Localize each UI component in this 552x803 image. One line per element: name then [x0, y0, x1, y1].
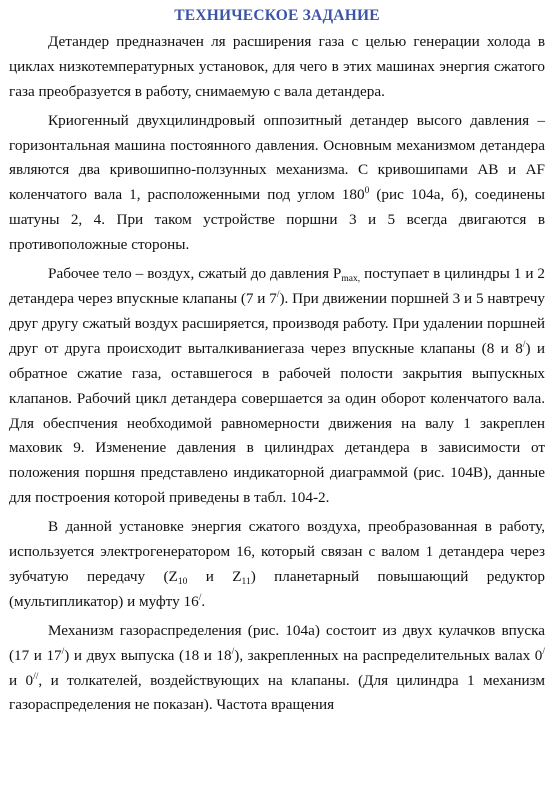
- text-run: и 0: [9, 671, 34, 689]
- superscript: /: [198, 592, 202, 603]
- text-run: поступает в цилиндры 1 и 2 детандера через впускные клапаны (7 и 7: [9, 265, 545, 307]
- text-run: ) и двух выпуска (18 и 18: [64, 646, 232, 664]
- paragraph-generator: [9, 515, 545, 615]
- text-run: Рабочее тело – воздух, сжатый до давления P: [48, 265, 342, 283]
- subscript: 11: [241, 576, 251, 587]
- text-run: и Z: [187, 567, 242, 585]
- document-title: ТЕХНИЧЕСКОЕ ЗАДАНИЕ: [174, 7, 380, 24]
- text-run: В данной установке энергия сжатого воздуха, преобразованная в работу, используется электрогенератором 16, который связан с валом 1 детандера через зубчатую передачу (Z: [9, 518, 545, 585]
- paragraph-purpose: [9, 30, 545, 105]
- superscript: //: [33, 671, 39, 682]
- paragraph-design: [9, 109, 545, 258]
- superscript: 0: [364, 186, 370, 197]
- text-run: .: [201, 592, 206, 610]
- text-run: ) и обратное сжатие газа, оставшегося в рабочей полости закрытия выпускных клапанов. Рабочий цикл детандера совершается за один оборот коленчатого вала. Для обеспчения необходимой равномерности движения на валу 1 закреплен маховик 9. Изменение давления в цилиндрах детандера в зависимости от положения поршня представлено индикаторной диаграммой (рис. 104В), данные для построения которой приведены в табл. 104-2.: [9, 339, 546, 507]
- superscript: /: [231, 646, 235, 657]
- paragraph-gas-distribution: [9, 619, 545, 719]
- paragraph-text: Детандер предназначен ля расширения газа с целью генерации холода в циклах низкотемпературных установок, для чего в этих машинах энергия сжатого газа преобразуется в работу, снимаемую с вала детандера.: [9, 32, 545, 100]
- text-run: ). При движении поршней 3 и 5 навтречу друг другу сжатый воздух расширяется, производя работу. При удалении поршней друг от друга происходит выталкиваниегаза через впускные клапаны (8 и 8: [9, 289, 546, 357]
- superscript: /: [276, 289, 280, 300]
- text-run: , и толкателей, воздействующих на клапаны. (Для цилиндра 1 механизм газораспределения не показан). Частота вращения: [9, 671, 545, 714]
- superscript: /: [522, 339, 526, 350]
- subscript: 10: [177, 576, 188, 587]
- superscript: /: [542, 646, 545, 657]
- superscript: /: [61, 646, 65, 657]
- text-run: ) планетарный повышающий редуктор (мультипликатор) и муфту 16: [9, 567, 545, 610]
- text-run: Криогенный двухцилиндровый оппозитный детандер высого давления – горизонтальная машина постоянного давления. Основным механизмом детандера являются два кривошипно-ползунных механизма. С кривошипами AB и AF коленчатого вала 1, расположенными под углом 180: [9, 111, 545, 204]
- paragraph-working-fluid: [9, 262, 545, 511]
- text-run: Механизм газораспределения (рис. 104а) состоит из двух кулачков впуска (17 и 17: [9, 621, 545, 664]
- text-run: (рис 104а, б), соединены шатуны 2, 4. При таком устройстве поршни 3 и 5 всегда двигаются в противоположные стороны.: [9, 186, 545, 254]
- text-run: ), закрепленных на распределительных валах 0: [234, 646, 543, 664]
- subscript: max,: [341, 274, 361, 285]
